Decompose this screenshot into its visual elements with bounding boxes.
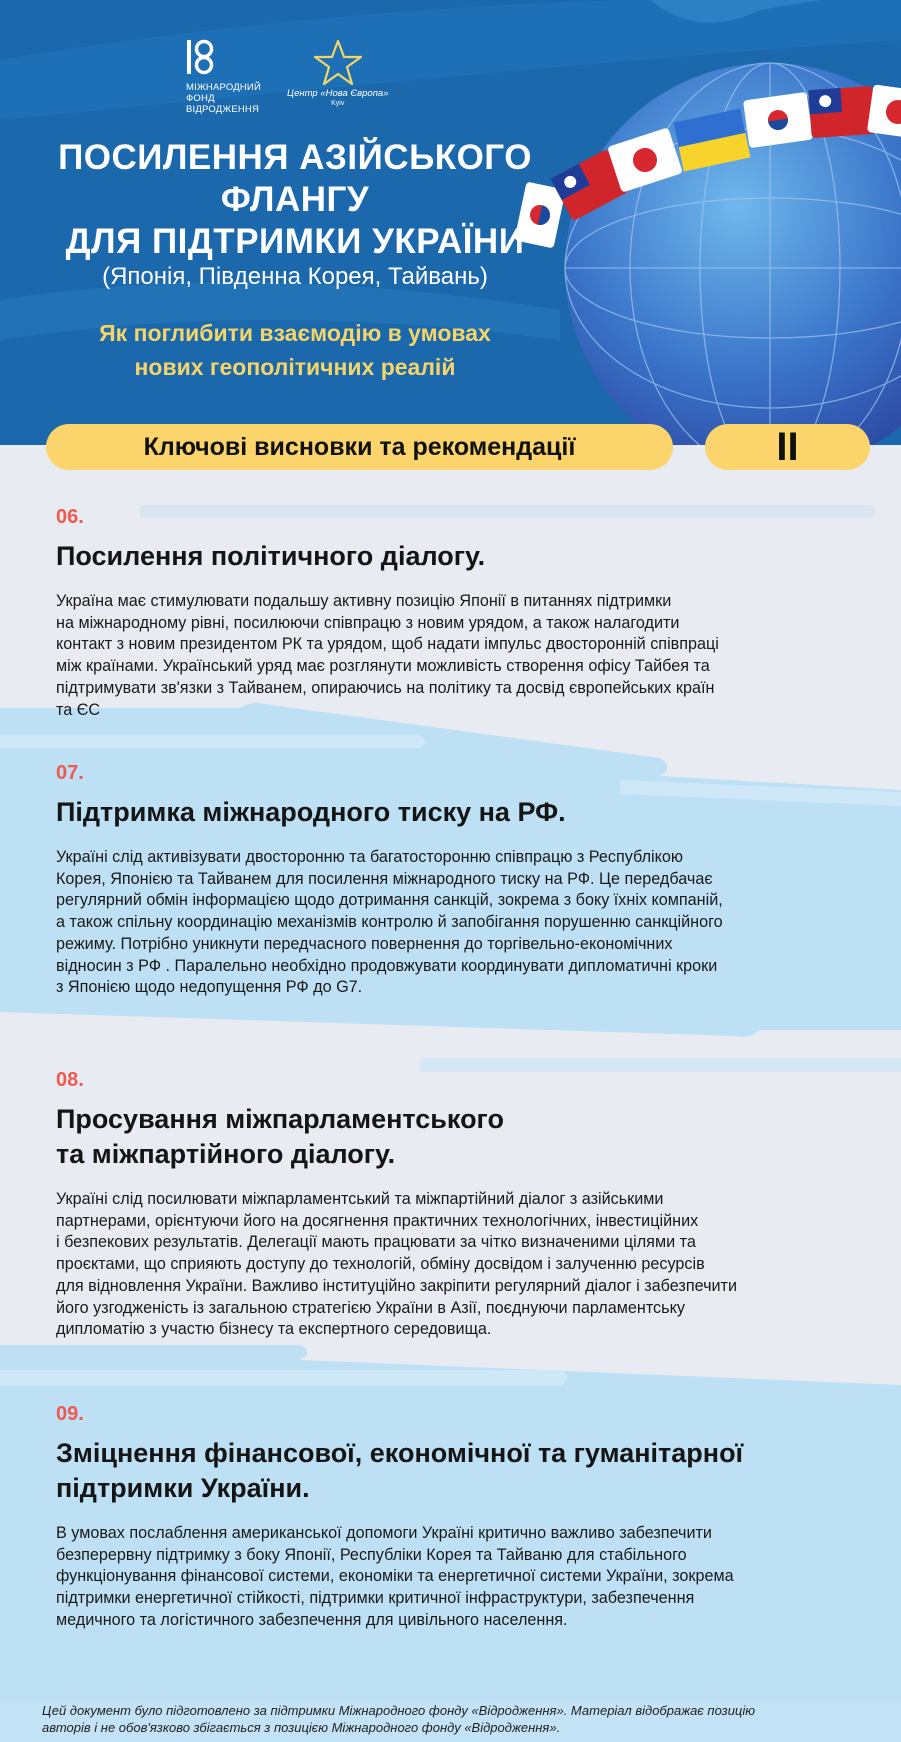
section-title	[56, 539, 856, 574]
section-body	[56, 1189, 856, 1341]
irf-logo	[186, 38, 261, 115]
section-title-line: підтримки України.	[56, 1473, 310, 1503]
footer-disclaimer	[42, 1702, 872, 1736]
footer-line: Цей документ було підготовлено за підтримки Міжнародного фонду «Відродження». Матеріал відображає позицію	[42, 1703, 756, 1718]
body-line: Корея, Японією та Тайванем для посилення міжнародного тиску на РФ. Це передбачає	[56, 869, 713, 888]
section-title-line: та міжпартійного діалогу.	[56, 1139, 396, 1169]
body-line: партнерами, орієнтуючи його на досягнення практичних технологічних, інвестиційних	[56, 1211, 699, 1230]
body-line: дипломатію з участю бізнесу та експертного середовища.	[56, 1320, 492, 1339]
logos	[186, 38, 388, 115]
section-title	[56, 1102, 856, 1172]
body-line: а також спільну координацію механізмів контролю й запобігання порушенню санкційного	[56, 913, 723, 932]
section-title-line: Просування міжпарламентського	[56, 1104, 504, 1134]
irf-logo-line: ФОНД	[186, 93, 215, 104]
body-line: Україні слід посилювати міжпарламентський та міжпартійний діалог з азійськими	[56, 1190, 664, 1208]
body-line: підтримувати зв'язки з Тайванем, опираючись на політику та досвід європейських країн	[56, 678, 715, 697]
page-title	[40, 137, 550, 263]
body-line: регулярний обмін інформацією щодо дотримання санкцій, зокрема з боку їхніх компаній,	[56, 891, 723, 910]
tagline-line: Як поглибити взаємодію в умовах	[99, 320, 491, 346]
body-line: Україні слід активізувати двосторонню та багатосторонню співпрацю з Республікою	[56, 848, 684, 866]
body-line: для відновлення України. Важливо інституційно закріпити регулярний діалог і забезпечити	[56, 1276, 737, 1295]
body-line: між країнами. Український уряд має розглянути можливість створення офісу Тайбея та	[56, 657, 710, 676]
section-number: 09.	[56, 1403, 84, 1425]
body-line: режиму. Потрібно уникнути передчасного повернення до торгівельно-економічних	[56, 934, 673, 953]
section-number: 07.	[56, 762, 84, 784]
section-body	[56, 1523, 856, 1632]
page-tagline	[40, 316, 550, 384]
body-line: відносин з РФ . Паралельно необхідно продовжувати координувати дипломатичні кроки	[56, 956, 718, 975]
section-body	[56, 591, 856, 721]
title-line: ДЛЯ ПІДТРИМКИ УКРАЇНИ	[65, 222, 525, 261]
section-number: 06.	[56, 506, 84, 528]
part-number-badge: II	[705, 424, 870, 470]
body-line: і безпекових результатів. Делегації мають працювати за чітко визначеними цілями та	[56, 1233, 696, 1252]
body-line: функціонування фінансової системи, економіки та енергетичної системи України, зокрема	[56, 1567, 734, 1586]
body-line: підтримки енергетичної стійкості, підтримки критичної інфраструктури, забезпечення	[56, 1589, 695, 1608]
section-title-line: Зміцнення фінансової, економічної та гуманітарної	[56, 1438, 744, 1468]
band-1-stripe	[0, 735, 425, 748]
body-line: його узгодженість із загальною стратегією України в Азії, поєднуючи парламентську	[56, 1298, 685, 1317]
section-07	[56, 761, 856, 999]
title-line: ФЛАНГУ	[220, 180, 370, 219]
new-europe-name: Центр «Нова Європа»	[286, 88, 389, 99]
new-europe-city: Kyiv	[331, 100, 345, 107]
title-line: ПОСИЛЕННЯ АЗІЙСЬКОГО	[58, 138, 532, 177]
band-2-stripe	[0, 1370, 567, 1386]
body-line: Україна має стимулювати подальшу активну позицію Японії в питаннях підтримки	[56, 592, 672, 610]
south-korea-flag	[743, 92, 813, 148]
section-banner: Ключові висновки та рекомендації	[46, 424, 673, 470]
footer-line: авторів і не обов'язково збігається з позицією Міжнародного фонду «Відродження».	[42, 1720, 561, 1735]
body-line: медичного та логістичного забезпечення для цивільного населення.	[56, 1610, 568, 1629]
body-line: на міжнародному рівні, посилюючи співпрацю з новим урядом, а також налагодити	[56, 613, 680, 632]
section-title-line: Посилення політичного діалогу.	[56, 541, 486, 571]
irf-logo-icon	[186, 38, 216, 76]
header	[0, 0, 901, 445]
section-title	[56, 795, 856, 830]
tagline-line: нових геополітичних реалій	[134, 354, 456, 380]
section-09	[56, 1402, 856, 1632]
body-line: з Японією щодо недопущення РФ до G7.	[56, 978, 363, 997]
new-europe-logo	[287, 38, 389, 107]
section-08	[56, 1068, 856, 1341]
body-line: безперервну підтримку з боку Японії, Республіки Корея та Тайваню для стабільного	[56, 1545, 687, 1564]
body-line: В умовах послаблення американської допомоги Україні критично важливо забезпечити	[56, 1524, 712, 1542]
irf-logo-line: ВІДРОДЖЕННЯ	[186, 104, 260, 115]
body-line: проєктами, що сприяють доступу до технологій, обміну досвідом і залученню ресурсів	[56, 1255, 705, 1274]
star-icon	[313, 38, 363, 88]
body-line: контакт з новим президентом РК та урядом, щоб надати імпульс двосторонній співпраці	[56, 635, 719, 654]
section-title-line: Підтримка міжнародного тиску на РФ.	[56, 797, 566, 827]
taiwan-flag	[808, 86, 875, 138]
section-number: 08.	[56, 1069, 84, 1091]
page-subtitle: (Японія, Південна Корея, Тайвань)	[102, 263, 488, 290]
irf-logo-line: МІЖНАРОДНИЙ	[186, 82, 261, 93]
section-06	[56, 505, 856, 721]
body-line: та ЄС	[56, 700, 101, 719]
section-body	[56, 847, 856, 999]
section-title	[56, 1436, 856, 1506]
